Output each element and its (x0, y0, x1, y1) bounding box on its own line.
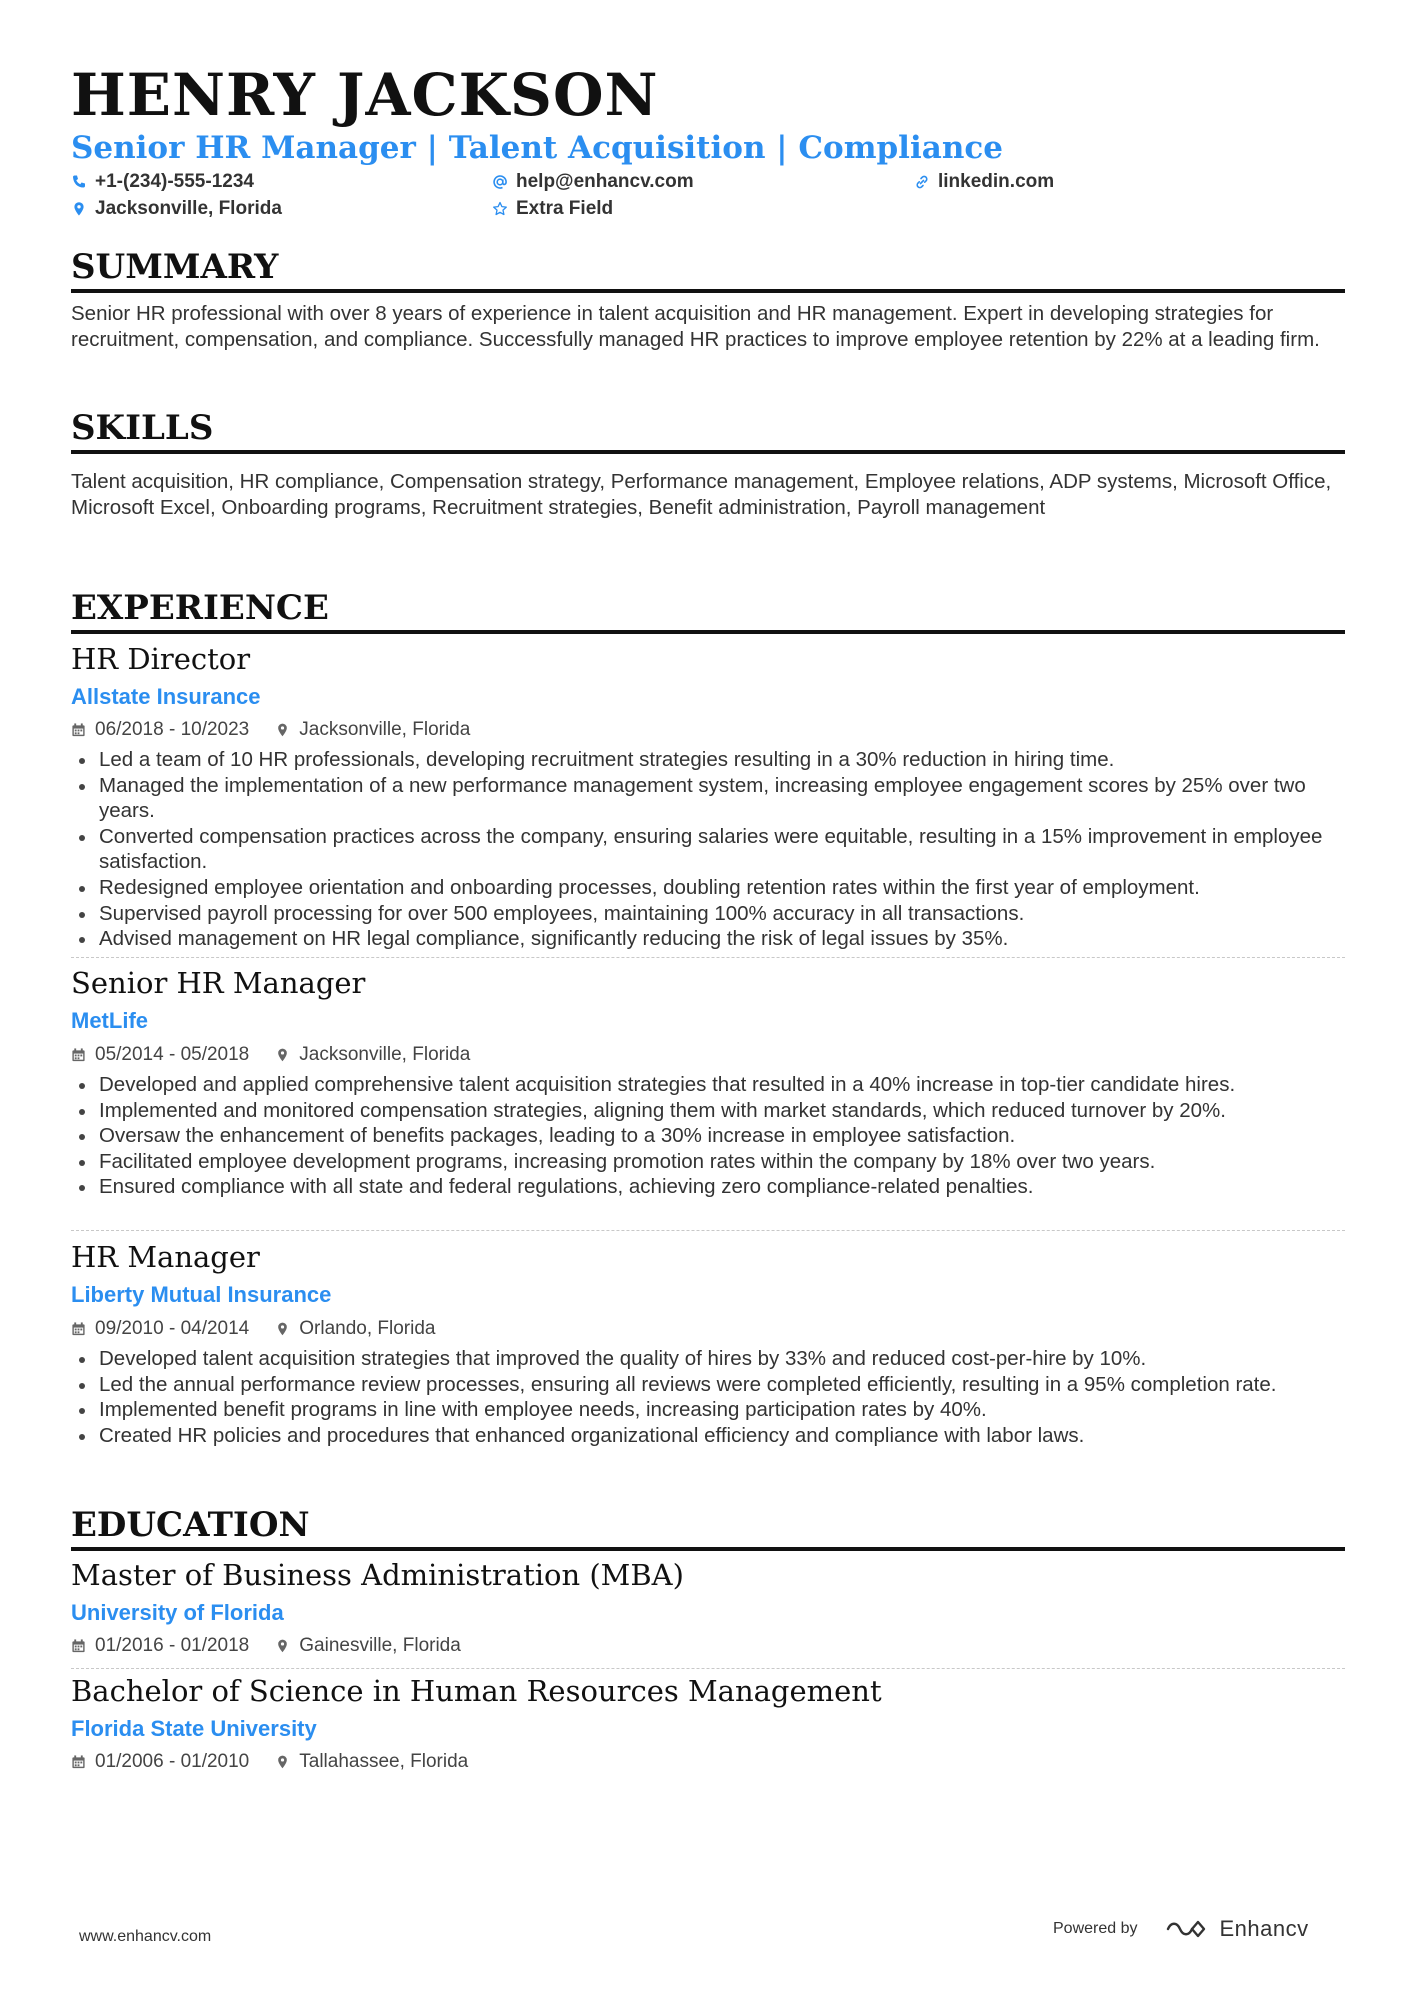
education-dates: 01/2016 - 01/2018 (95, 1635, 250, 1656)
extra-text: Extra Field (516, 198, 614, 219)
education-location: Tallahassee, Florida (299, 1751, 469, 1772)
job-bullets (71, 1072, 1345, 1200)
school-name[interactable]: Florida State University (71, 1716, 317, 1741)
degree-title: Bachelor of Science in Human Resources Management (71, 1674, 882, 1708)
job-location: Jacksonville, Florida (299, 719, 471, 740)
job-bullet: Led a team of 10 HR professionals, developing recruitment strategies resulting in a 30% reduction in hiring time. (71, 747, 1345, 773)
location-pin-icon (275, 1754, 290, 1770)
contact-phone (71, 169, 254, 195)
education-meta (71, 1633, 461, 1659)
calendar-icon (71, 1754, 86, 1770)
job-bullet: Developed and applied comprehensive talent acquisition strategies that resulted in a 40% increase in top-tier candidate hires. (71, 1072, 1345, 1098)
enhancv-logo-icon (1164, 1917, 1212, 1941)
location-pin-icon (275, 1047, 290, 1063)
job-dates: 05/2014 - 05/2018 (95, 1044, 250, 1065)
skills-heading: SKILLS (71, 408, 1345, 454)
location-pin-icon (71, 201, 87, 217)
job-company[interactable]: MetLife (71, 1008, 148, 1033)
job-role: HR Director (71, 642, 251, 676)
job-bullet: Managed the implementation of a new performance management system, increasing employee engagement scores by 25% over two years. (71, 773, 1345, 824)
job-bullet: Ensured compliance with all state and federal regulations, achieving zero compliance-related penalties. (71, 1174, 1345, 1200)
job-bullets (71, 747, 1345, 952)
candidate-name: HENRY JACKSON (71, 61, 659, 129)
footer-website[interactable]: www.enhancv.com (79, 1928, 212, 1945)
job-bullet: Redesigned employee orientation and onboarding processes, doubling retention rates within the first year of employment. (71, 875, 1345, 901)
job-company[interactable]: Liberty Mutual Insurance (71, 1282, 332, 1307)
powered-by-label: Powered by (1053, 1920, 1138, 1937)
school-name[interactable]: University of Florida (71, 1600, 284, 1625)
location-pin-icon (275, 722, 290, 738)
footer-powered-by[interactable] (1053, 1916, 1309, 1942)
job-bullet: Developed talent acquisition strategies that improved the quality of hires by 33% and reduced cost-per-hire by 10%. (71, 1346, 1345, 1372)
job-bullet: Converted compensation practices across the company, ensuring salaries were equitable, resulting in a 15% improvement in employee satisfaction. (71, 824, 1345, 875)
job-meta (71, 717, 470, 743)
entry-divider (71, 1668, 1345, 1669)
calendar-icon (71, 1321, 86, 1337)
job-bullet: Created HR policies and procedures that enhanced organizational efficiency and compliance with labor laws. (71, 1423, 1345, 1449)
job-meta (71, 1316, 435, 1342)
job-role: Senior HR Manager (71, 966, 366, 1000)
calendar-icon (71, 1638, 86, 1654)
link-icon (914, 174, 930, 190)
job-company[interactable]: Allstate Insurance (71, 684, 261, 709)
skills-text: Talent acquisition, HR compliance, Compensation strategy, Performance management, Employee relations, ADP systems, Microsoft Office, Microsoft Excel, Onboarding programs, Recruitment strategies, Benefit administration, Payroll management (71, 470, 1332, 519)
contact-location (71, 196, 282, 222)
experience-heading: EXPERIENCE (71, 588, 1345, 634)
job-bullet: Advised management on HR legal compliance, significantly reducing the risk of legal issues by 35%. (71, 926, 1345, 952)
job-location: Orlando, Florida (299, 1318, 436, 1339)
job-bullet: Facilitated employee development programs, increasing promotion rates within the company by 18% over two years. (71, 1149, 1345, 1175)
education-meta (71, 1749, 468, 1775)
education-location: Gainesville, Florida (299, 1635, 461, 1656)
calendar-icon (71, 1047, 86, 1063)
phone-text: +1-(234)-555-1234 (95, 171, 254, 192)
job-bullet: Implemented benefit programs in line with employee needs, increasing participation rates by 40%. (71, 1397, 1345, 1423)
calendar-icon (71, 722, 86, 738)
summary-text: Senior HR professional with over 8 years of experience in talent acquisition and HR management. Expert in developing strategies for recruitment, compensation, and compliance. Successfully managed HR practices to improve employee retention by 22% at a leading firm. (71, 302, 1320, 351)
entry-divider (71, 1230, 1345, 1231)
location-pin-icon (275, 1638, 290, 1654)
at-sign-icon (492, 174, 508, 190)
job-meta (71, 1042, 470, 1068)
location-pin-icon (275, 1321, 290, 1337)
contact-extra (492, 196, 613, 222)
job-dates: 09/2010 - 04/2014 (95, 1318, 250, 1339)
summary-heading: SUMMARY (71, 247, 1345, 293)
candidate-headline: Senior HR Manager | Talent Acquisition | Compliance (71, 130, 1003, 166)
job-bullet: Oversaw the enhancement of benefits packages, leading to a 30% increase in employee satisfaction. (71, 1123, 1345, 1149)
contact-email[interactable] (492, 169, 694, 195)
star-icon (492, 201, 508, 217)
brand-name: Enhancv (1219, 1916, 1309, 1941)
job-bullet: Led the annual performance review processes, ensuring all reviews were completed efficiently, resulting in a 95% completion rate. (71, 1372, 1345, 1398)
job-role: HR Manager (71, 1240, 260, 1274)
job-bullet: Implemented and monitored compensation strategies, aligning them with market standards, which reduced turnover by 20%. (71, 1098, 1345, 1124)
job-bullet: Supervised payroll processing for over 500 employees, maintaining 100% accuracy in all transactions. (71, 901, 1345, 927)
job-bullets (71, 1346, 1345, 1448)
job-dates: 06/2018 - 10/2023 (95, 719, 250, 740)
entry-divider (71, 957, 1345, 958)
job-location: Jacksonville, Florida (299, 1044, 471, 1065)
education-dates: 01/2006 - 01/2010 (95, 1751, 250, 1772)
email-text: help@enhancv.com (516, 171, 694, 192)
education-heading: EDUCATION (71, 1505, 1345, 1551)
link-text: linkedin.com (938, 171, 1055, 192)
degree-title: Master of Business Administration (MBA) (71, 1558, 684, 1592)
contact-link[interactable] (914, 169, 1054, 195)
location-text: Jacksonville, Florida (95, 198, 282, 219)
phone-icon (71, 174, 87, 190)
